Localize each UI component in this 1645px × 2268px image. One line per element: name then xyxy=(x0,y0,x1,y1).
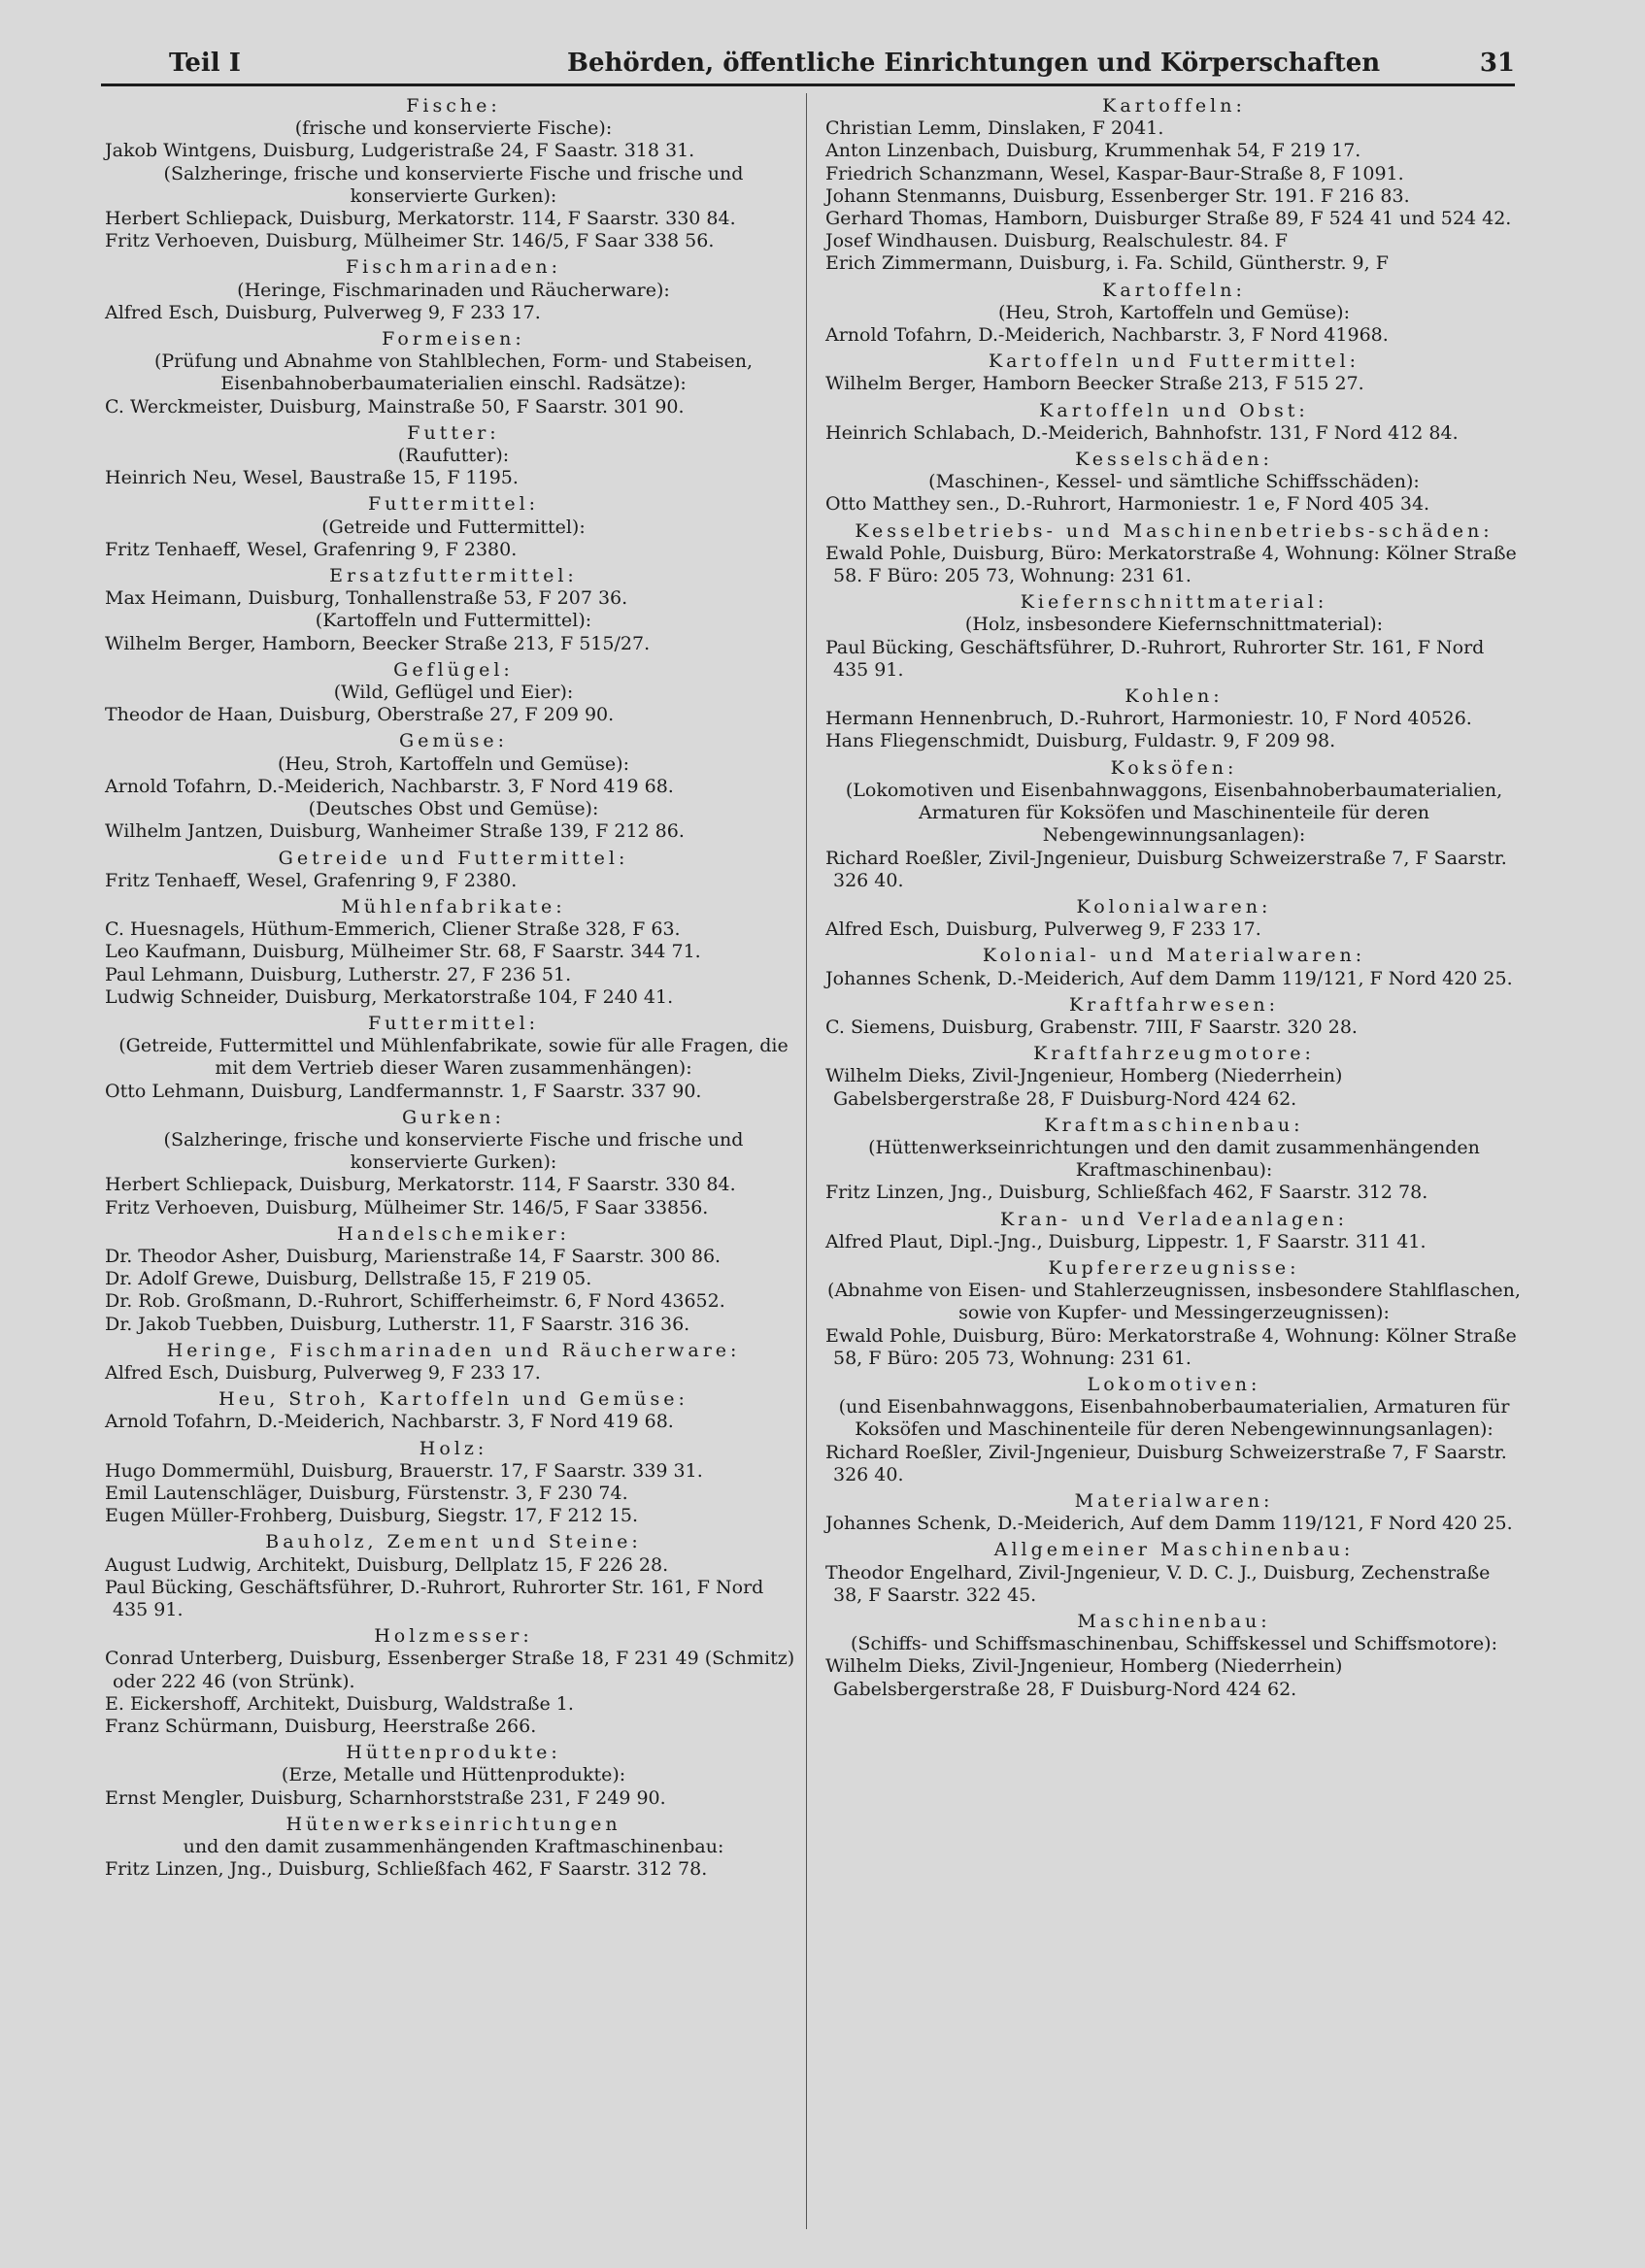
listing-entry: Emil Lautenschläger, Duisburg, Fürstenstr. 3, F 230 74. xyxy=(105,1482,628,1504)
category-heading: Bauholz, Zement und Steine: xyxy=(265,1531,642,1553)
category-heading: Ersatzfuttermittel: xyxy=(329,565,578,587)
listing-entry: Ewald Pohle, Duisburg, Büro: Merkatorstraße 4, Wohnung: Kölner Straße 58. F Büro: 205 73, Wohnung: 231 61. xyxy=(825,542,1517,587)
listing-entry: C. Huesnagels, Hüthum-Emmerich, Cliener Straße 328, F 63. xyxy=(105,918,681,941)
listing-entry: Max Heimann, Duisburg, Tonhallenstraße 53, F 207 36. xyxy=(105,587,628,610)
listing-entry: Eugen Müller-Frohberg, Duisburg, Siegstr. 17, F 212 15. xyxy=(105,1505,639,1527)
listing-entry: Dr. Rob. Großmann, D.-Ruhrort, Schifferheimstr. 6, F Nord 43652. xyxy=(105,1290,725,1313)
category-heading: Kartoffeln und Obst: xyxy=(1039,399,1309,421)
category-subheading: (Wild, Geflügel und Eier): xyxy=(333,682,574,704)
category-heading: Kolonial- und Materialwaren: xyxy=(982,945,1366,967)
listing-entry: Paul Lehmann, Duisburg, Lutherstr. 27, F 236 51. xyxy=(105,963,572,985)
listing-entry: Paul Bücking, Geschäftsführer, D.-Ruhrort, Ruhrorter Str. 161, F Nord 435 91. xyxy=(105,1576,764,1620)
category-subheading: (Lokomotiven und Eisenbahnwaggons, Eisenbahnoberbaumaterialien, Armaturen für Koksöfen und Maschinenteile für deren Nebengewinnungsanlagen): xyxy=(845,779,1503,847)
category-heading: Futter: xyxy=(407,421,500,444)
listing-entry: Alfred Esch, Duisburg, Pulverweg 9, F 233 17. xyxy=(825,918,1261,941)
listing-entry: Johannes Schenk, D.-Meiderich, Auf dem Damm 119/121, F Nord 420 25. xyxy=(825,1513,1513,1535)
listing-entry: Richard Roeßler, Zivil-Jngenieur, Duisburg Schweizerstraße 7, F Saarstr. 326 40. xyxy=(825,847,1507,891)
listing-entry: Gerhard Thomas, Hamborn, Duisburger Straße 89, F 524 41 und 524 42. xyxy=(825,208,1512,230)
category-subheading: (Deutsches Obst und Gemüse): xyxy=(308,798,599,820)
listing-entry: Johannes Schenk, D.-Meiderich, Auf dem Damm 119/121, F Nord 420 25. xyxy=(825,967,1513,989)
category-subheading: (Hüttenwerkseinrichtungen und den damit zusammenhängenden Kraftmaschinenbau): xyxy=(868,1136,1480,1182)
category-heading: Handelschemiker: xyxy=(337,1222,570,1245)
listing-entry: Josef Windhausen. Duisburg, Realschulestr. 84. F xyxy=(825,230,1288,252)
category-heading: Kohlen: xyxy=(1125,685,1224,708)
category-heading: Materialwaren: xyxy=(1074,1489,1274,1512)
category-heading: Mühlenfabrikate: xyxy=(341,895,566,917)
listing-entry: E. Eickershoff, Architekt, Duisburg, Waldstraße 1. xyxy=(105,1692,574,1715)
category-heading: Heringe, Fischmarinaden und Räucherware: xyxy=(166,1339,741,1361)
listing-entry: Anton Linzenbach, Duisburg, Krummenhak 54, F 219 17. xyxy=(825,140,1361,162)
category-heading: Kraftfahrzeugmotore: xyxy=(1033,1043,1315,1065)
column-divider xyxy=(806,93,807,2229)
category-heading: Formeisen: xyxy=(382,328,525,350)
category-heading: Kraftmaschinenbau: xyxy=(1044,1114,1304,1136)
listing-entry: Alfred Esch, Duisburg, Pulverweg 9, F 233 17. xyxy=(105,1361,541,1384)
category-heading: Koksöfen: xyxy=(1110,756,1238,779)
category-heading: Allgemeiner Maschinenbau: xyxy=(993,1539,1355,1561)
category-heading: Maschinenbau: xyxy=(1077,1611,1271,1632)
listing-entry: Fritz Verhoeven, Duisburg, Mülheimer Str. 146/5, F Saar 33856. xyxy=(105,1196,709,1218)
listing-entry: Arnold Tofahrn, D.-Meiderich, Nachbarstr. 3, F Nord 419 68. xyxy=(105,1411,674,1433)
header-title: Behörden, öffentliche Einrichtungen und Körperschaften xyxy=(567,49,1381,78)
category-subheading: (frische und konservierte Fische): xyxy=(294,117,613,140)
category-subheading: (Kartoffeln und Futtermittel): xyxy=(315,610,592,632)
category-subheading: (Getreide und Futtermittel): xyxy=(321,516,586,538)
right-column xyxy=(825,91,1523,1701)
listing-entry: Johann Stenmanns, Duisburg, Essenberger Str. 191. F 216 83. xyxy=(825,184,1410,207)
listing-entry: Wilhelm Berger, Hamborn, Beecker Straße 213, F 515/27. xyxy=(105,632,651,654)
category-subheading: (Abnahme von Eisen- und Stahlerzeugnissen, insbesondere Stahlflaschen, sowie von Kupfer- und Messingerzeugnissen): xyxy=(827,1280,1521,1324)
listing-entry: Hermann Hennenbruch, D.-Ruhrort, Harmoniestr. 10, F Nord 40526. xyxy=(825,708,1472,730)
category-heading: Kran- und Verladeanlagen: xyxy=(999,1208,1349,1230)
category-subheading: (Erze, Metalle und Hüttenprodukte): xyxy=(281,1764,626,1786)
category-subheading: und den damit zusammenhängenden Kraftmaschinenbau: xyxy=(183,1836,724,1858)
category-heading: Hütenwerkseinrichtungen xyxy=(285,1813,621,1835)
category-heading: Getreide und Futtermittel: xyxy=(278,847,629,869)
category-heading: Hüttenprodukte: xyxy=(346,1742,561,1764)
category-heading: Lokomotiven: xyxy=(1087,1373,1261,1395)
listing-entry: C. Werckmeister, Duisburg, Mainstraße 50, F Saarstr. 301 90. xyxy=(105,395,685,417)
category-heading: Gurken: xyxy=(402,1106,505,1128)
listing-entry: Otto Lehmann, Duisburg, Landfermannstr. 1, F Saarstr. 337 90. xyxy=(105,1080,702,1102)
category-heading: Fische: xyxy=(406,95,501,117)
listing-entry: Theodor de Haan, Duisburg, Oberstraße 27, F 209 90. xyxy=(105,704,615,726)
category-heading: Kartoffeln: xyxy=(1102,95,1246,117)
listing-entry: Herbert Schliepack, Duisburg, Merkatorstr. 114, F Saarstr. 330 84. xyxy=(105,1174,736,1196)
category-heading: Futtermittel: xyxy=(367,493,540,516)
listing-entry: Ludwig Schneider, Duisburg, Merkatorstraße 104, F 240 41. xyxy=(105,985,674,1008)
category-subheading: (Prüfung und Abnahme von Stahlblechen, Form- und Stabeisen, Eisenbahnoberbaumaterialien einschl. Radsätze): xyxy=(153,350,754,395)
listing-entry: Fritz Verhoeven, Duisburg, Mülheimer Str. 146/5, F Saar 338 56. xyxy=(105,230,715,252)
listing-entry: Richard Roeßler, Zivil-Jngenieur, Duisburg Schweizerstraße 7, F Saarstr. 326 40. xyxy=(825,1441,1507,1485)
category-subheading: (Heu, Stroh, Kartoffeln und Gemüse): xyxy=(278,752,629,775)
listing-entry: Hans Fliegenschmidt, Duisburg, Fuldastr. 9, F 209 98. xyxy=(825,730,1336,752)
category-heading: Gemüse: xyxy=(398,730,509,752)
listing-entry: Erich Zimmermann, Duisburg, i. Fa. Schild, Güntherstr. 9, F xyxy=(825,252,1389,275)
listing-entry: Jakob Wintgens, Duisburg, Ludgeristraße 24, F Saastr. 318 31. xyxy=(105,140,695,162)
listing-entry: Hugo Dommermühl, Duisburg, Brauerstr. 17, F Saarstr. 339 31. xyxy=(105,1459,703,1482)
category-heading: Kesselbetriebs- und Maschinenbetriebs-schäden: xyxy=(855,519,1494,542)
page-header xyxy=(101,45,1515,86)
category-subheading: (Holz, insbesondere Kiefernschnittmaterial): xyxy=(964,614,1384,636)
category-heading: Heu, Stroh, Kartoffeln und Gemüse: xyxy=(218,1388,688,1411)
listing-entry: Franz Schürmann, Duisburg, Heerstraße 266. xyxy=(105,1716,537,1738)
listing-entry: Fritz Tenhaeff, Wesel, Grafenring 9, F 2380. xyxy=(105,538,518,560)
page-number: 31 xyxy=(1479,49,1515,78)
category-heading: Kartoffeln und Futtermittel: xyxy=(988,350,1360,373)
listing-entry: Theodor Engelhard, Zivil-Jngenieur, V. D. C. J., Duisburg, Zechenstraße 38, F Saarstr. 322 45. xyxy=(825,1561,1491,1606)
category-subheading: (Schiffs- und Schiffsmaschinenbau, Schiffskessel und Schiffsmotore): xyxy=(851,1633,1497,1655)
category-subheading: (Heringe, Fischmarinaden und Räucherware): xyxy=(237,279,670,301)
listing-entry: Christian Lemm, Dinslaken, F 2041. xyxy=(825,117,1164,140)
category-heading: Geflügel: xyxy=(393,658,514,681)
listing-entry: Wilhelm Dieks, Zivil-Jngenieur, Homberg (Niederrhein) Gabelsbergerstraße 28, F Duisburg-Nord 424 62. xyxy=(825,1065,1343,1110)
listing-entry: Paul Bücking, Geschäftsführer, D.-Ruhrort, Ruhrorter Str. 161, F Nord 435 91. xyxy=(825,636,1485,681)
category-heading: Kupfererzeugnisse: xyxy=(1048,1256,1300,1279)
category-subheading: (Maschinen-, Kessel- und sämtliche Schiffsschäden): xyxy=(928,471,1420,493)
listing-entry: Fritz Tenhaeff, Wesel, Grafenring 9, F 2380. xyxy=(105,869,518,891)
left-column xyxy=(105,91,802,1881)
category-subheading: (Salzheringe, frische und konservierte Fische und frische und konservierte Gurken): xyxy=(163,162,744,207)
listing-entry: Conrad Unterberg, Duisburg, Essenberger Straße 18, F 231 49 (Schmitz) oder 222 46 (von Strünk). xyxy=(105,1648,795,1692)
listing-entry: Herbert Schliepack, Duisburg, Merkatorstr. 114, F Saarstr. 330 84. xyxy=(105,208,736,230)
category-subheading: (Heu, Stroh, Kartoffeln und Gemüse): xyxy=(998,301,1350,323)
listing-entry: Arnold Tofahrn, D.-Meiderich, Nachbarstr. 3, F Nord 41968. xyxy=(825,324,1389,347)
listing-entry: Wilhelm Berger, Hamborn Beecker Straße 213, F 515 27. xyxy=(825,373,1364,395)
category-subheading: (und Eisenbahnwaggons, Eisenbahnoberbaumaterialien, Armaturen für Koksöfen und Maschinenteile für deren Nebengewinnungsanlagen): xyxy=(838,1396,1510,1441)
category-heading: Fischmarinaden: xyxy=(345,256,561,279)
category-heading: Kraftfahrwesen: xyxy=(1068,993,1280,1016)
listing-entry: Heinrich Schlabach, D.-Meiderich, Bahnhofstr. 131, F Nord 412 84. xyxy=(825,421,1459,444)
listing-entry: Alfred Esch, Duisburg, Pulverweg 9, F 233 17. xyxy=(105,301,541,323)
listing-entry: Fritz Linzen, Jng., Duisburg, Schließfach 462, F Saarstr. 312 78. xyxy=(105,1858,708,1881)
listing-entry: Dr. Adolf Grewe, Duisburg, Dellstraße 15, F 219 05. xyxy=(105,1268,592,1290)
listing-entry: Otto Matthey sen., D.-Ruhrort, Harmoniestr. 1 e, F Nord 405 34. xyxy=(825,493,1430,516)
listing-entry: Friedrich Schanzmann, Wesel, Kaspar-Baur-Straße 8, F 1091. xyxy=(825,162,1404,184)
listing-entry: Ewald Pohle, Duisburg, Büro: Merkatorstraße 4, Wohnung: Kölner Straße 58, F Büro: 205 73, Wohnung: 231 61. xyxy=(825,1324,1517,1369)
category-heading: Kartoffeln: xyxy=(1102,279,1246,301)
header-section-label: Teil I xyxy=(169,49,241,78)
listing-entry: Ernst Mengler, Duisburg, Scharnhorststraße 231, F 249 90. xyxy=(105,1786,666,1809)
listing-entry: Heinrich Neu, Wesel, Baustraße 15, F 1195. xyxy=(105,467,519,489)
listing-entry: Arnold Tofahrn, D.-Meiderich, Nachbarstr. 3, F Nord 419 68. xyxy=(105,775,674,797)
listing-entry: C. Siemens, Duisburg, Grabenstr. 7III, F Saarstr. 320 28. xyxy=(825,1016,1358,1038)
listing-entry: Leo Kaufmann, Duisburg, Mülheimer Str. 68, F Saarstr. 344 71. xyxy=(105,941,701,963)
listing-entry: August Ludwig, Architekt, Duisburg, Dellplatz 15, F 226 28. xyxy=(105,1553,669,1576)
listing-entry: Alfred Plaut, Dipl.-Jng., Duisburg, Lippestr. 1, F Saarstr. 311 41. xyxy=(825,1230,1427,1252)
category-heading: Kesselschäden: xyxy=(1075,449,1273,471)
category-heading: Holzmesser: xyxy=(374,1625,533,1648)
category-subheading: (Getreide, Futtermittel und Mühlenfabrikate, sowie für alle Fragen, die mit dem Vertrieb dieser Waren zusammenhängen): xyxy=(118,1035,789,1080)
listing-entry: Dr. Theodor Asher, Duisburg, Marienstraße 14, F Saarstr. 300 86. xyxy=(105,1245,722,1267)
category-subheading: (Salzheringe, frische und konservierte Fische und frische und konservierte Gurken): xyxy=(163,1128,744,1174)
listing-entry: Wilhelm Jantzen, Duisburg, Wanheimer Straße 139, F 212 86. xyxy=(105,820,685,843)
listing-entry: Fritz Linzen, Jng., Duisburg, Schließfach 462, F Saarstr. 312 78. xyxy=(825,1182,1428,1204)
category-heading: Holz: xyxy=(419,1437,488,1459)
category-subheading: (Raufutter): xyxy=(397,445,510,467)
category-heading: Kolonialwaren: xyxy=(1076,895,1272,917)
listing-entry: Wilhelm Dieks, Zivil-Jngenieur, Homberg (Niederrhein) Gabelsbergerstraße 28, F Duisburg-Nord 424 62. xyxy=(825,1655,1343,1700)
category-heading: Kiefernschnittmaterial: xyxy=(1020,591,1328,614)
category-heading: Futtermittel: xyxy=(367,1012,540,1034)
listing-entry: Dr. Jakob Tuebben, Duisburg, Lutherstr. 11, F Saarstr. 316 36. xyxy=(105,1313,690,1335)
